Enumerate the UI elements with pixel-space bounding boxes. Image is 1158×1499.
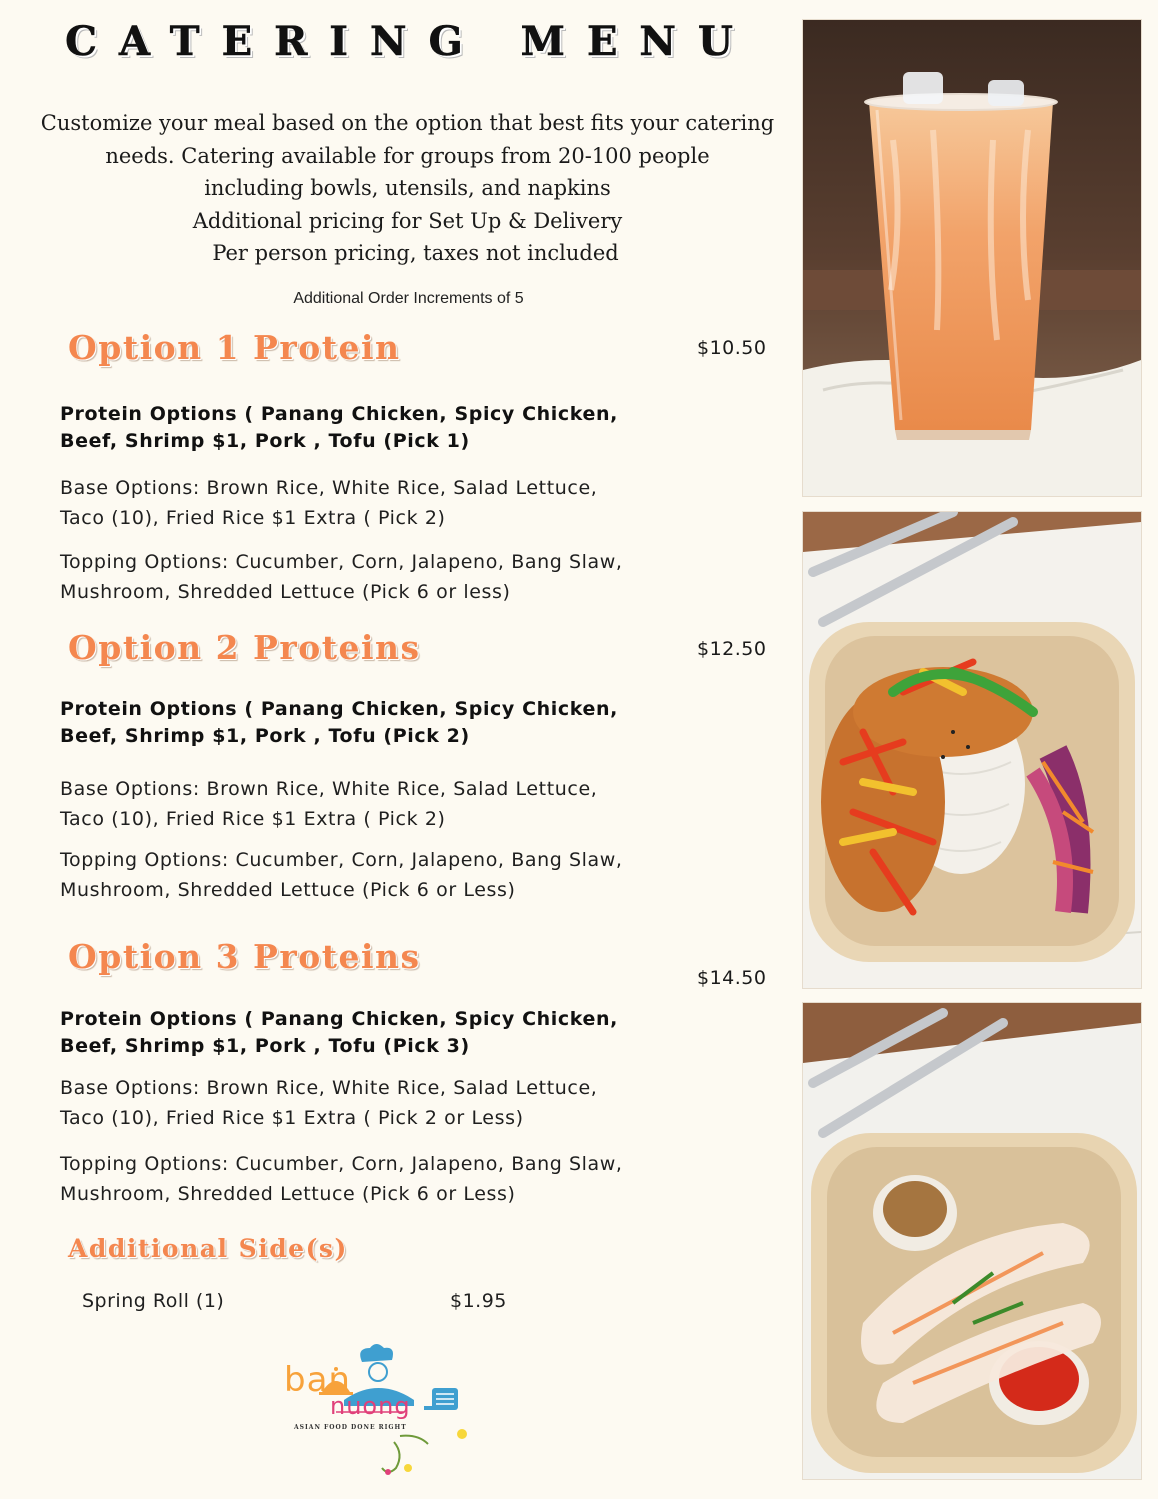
- flower-icon: [457, 1429, 467, 1439]
- base-line: Taco (10), Fried Rice $1 Extra ( Pick 2): [60, 507, 446, 529]
- option-3-base: [60, 1073, 680, 1133]
- base-line: Base Options: Brown Rice, White Rice, Salad Lettuce,: [60, 1077, 598, 1099]
- base-line: Base Options: Brown Rice, White Rice, Salad Lettuce,: [60, 477, 598, 499]
- spring-rolls-illustration: [803, 1003, 1141, 1479]
- proteins-line: Protein Options ( Panang Chicken, Spicy Chicken,: [60, 403, 618, 425]
- logo-name-bottom: nuong: [330, 1392, 411, 1420]
- spring-rolls-image: [802, 1002, 1142, 1480]
- base-line: Taco (10), Fried Rice $1 Extra ( Pick 2): [60, 808, 446, 830]
- intro-text: [20, 107, 795, 270]
- additional-sides-heading: Additional Side(s): [68, 1234, 348, 1263]
- option-2-proteins: [60, 696, 660, 750]
- chef-hat-icon: [360, 1344, 393, 1362]
- base-line: Base Options: Brown Rice, White Rice, Salad Lettuce,: [60, 778, 598, 800]
- vine-icon: [382, 1442, 400, 1472]
- option-2-heading: Option 2 Proteins: [68, 628, 421, 667]
- side-item-name: Spring Roll (1): [82, 1290, 225, 1312]
- option-1-topping: [60, 547, 680, 607]
- page-title: CATERING MENU: [65, 18, 755, 65]
- topping-line: Topping Options: Cucumber, Corn, Jalapeno, Bang Slaw,: [60, 849, 623, 871]
- option-3-topping: [60, 1149, 680, 1209]
- logo-tagline: ASIAN FOOD DONE RIGHT: [294, 1424, 407, 1431]
- proteins-line: Beef, Shrimp $1, Pork , Tofu (Pick 3): [60, 1035, 470, 1057]
- logo-name-top: ban: [284, 1360, 351, 1400]
- intro-line: including bowls, utensils, and napkins: [204, 176, 611, 201]
- option-3-heading: Option 3 Proteins: [68, 937, 421, 976]
- option-1-proteins: [60, 401, 660, 455]
- intro-line: Per person pricing, taxes not included: [212, 241, 619, 266]
- noodle-bowl-illustration: [803, 512, 1141, 988]
- topping-line: Mushroom, Shredded Lettuce (Pick 6 or Less): [60, 879, 516, 901]
- chef-head-icon: [369, 1363, 387, 1381]
- proteins-line: Beef, Shrimp $1, Pork , Tofu (Pick 2): [60, 725, 470, 747]
- proteins-line: Protein Options ( Panang Chicken, Spicy Chicken,: [60, 1008, 618, 1030]
- thai-iced-tea-image: [802, 19, 1142, 497]
- option-2-price: $12.50: [697, 638, 767, 660]
- topping-line: Topping Options: Cucumber, Corn, Jalapeno, Bang Slaw,: [60, 1153, 623, 1175]
- ban-nuong-logo: [284, 1342, 474, 1482]
- base-line: Taco (10), Fried Rice $1 Extra ( Pick 2 or Less): [60, 1107, 524, 1129]
- intro-line: Customize your meal based on the option that best fits your catering: [40, 111, 775, 135]
- option-2-topping: [60, 845, 680, 905]
- noodle-bowl-image: [802, 511, 1142, 989]
- option-2-base: [60, 774, 680, 834]
- proteins-line: Protein Options ( Panang Chicken, Spicy Chicken,: [60, 698, 618, 720]
- option-3-proteins: [60, 1006, 660, 1060]
- topping-line: Topping Options: Cucumber, Corn, Jalapeno, Bang Slaw,: [60, 551, 623, 573]
- option-1-heading: Option 1 Protein: [68, 328, 401, 367]
- thai-iced-tea-illustration: [803, 20, 1141, 496]
- topping-line: Mushroom, Shredded Lettuce (Pick 6 or less): [60, 581, 511, 603]
- option-1-price: $10.50: [697, 337, 767, 359]
- topping-line: Mushroom, Shredded Lettuce (Pick 6 or Less): [60, 1183, 516, 1205]
- intro-line: Additional pricing for Set Up & Delivery: [192, 208, 623, 233]
- intro-line: needs. Catering available for groups from 20-100 people: [105, 143, 710, 168]
- proteins-line: Beef, Shrimp $1, Pork , Tofu (Pick 1): [60, 430, 470, 452]
- option-3-price: $14.50: [697, 967, 767, 989]
- side-item-price: $1.95: [450, 1290, 507, 1312]
- option-1-base: [60, 473, 680, 533]
- order-increments-note: Additional Order Increments of 5: [293, 290, 524, 307]
